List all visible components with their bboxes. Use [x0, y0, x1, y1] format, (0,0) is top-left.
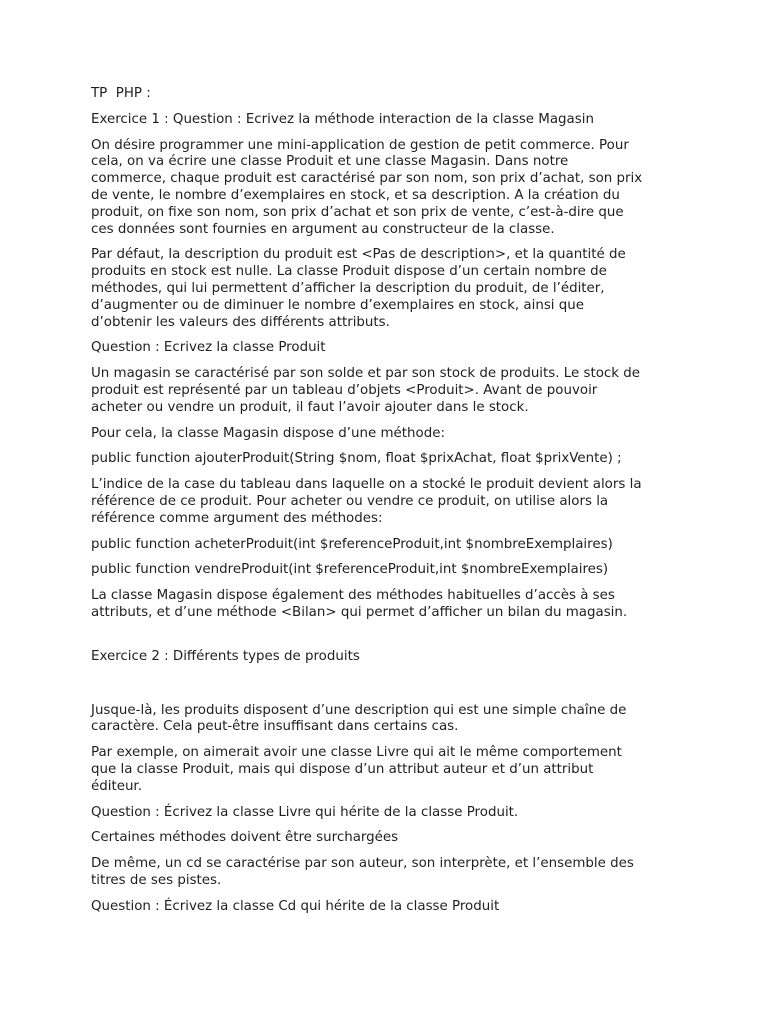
method-vendre-produit: public function vendreProduit(int $referenceProduit,int $nombreExemplaires): [91, 562, 609, 578]
method-ajouter-produit: public function ajouterProduit(String $nom, float $prixAchat, float $prixVente) ;: [91, 451, 622, 467]
question-livre: Question : Écrivez la classe Livre qui hérite de la classe Produit.: [91, 804, 519, 820]
index-reference-paragraph: L’indice de la case du tableau dans laquelle on a stocké le produit devient alors la référence de ce produit. Pour acheter ou vendre ce produit, on utilise alors la référence comme argument des méthodes:: [91, 477, 642, 526]
question-produit: Question : Ecrivez la classe Produit: [91, 340, 326, 356]
exercise-1-question: Exercice 1 : Question : Ecrivez la méthode interaction de la classe Magasin: [91, 111, 594, 127]
document-page: [91, 86, 681, 924]
overload-note: Certaines méthodes doivent être surchargées: [91, 830, 399, 846]
magasin-methods-paragraph: La classe Magasin dispose également des méthodes habituelles d’accès à ses attributs, et d’une méthode <Bilan> qui permet d’afficher un bilan du magasin.: [91, 588, 628, 620]
exercise-2-title: Exercice 2 : Différents types de produits: [91, 648, 360, 664]
method-intro: Pour cela, la classe Magasin dispose d’une méthode:: [91, 425, 445, 441]
livre-example-paragraph: Par exemple, on aimerait avoir une classe Livre qui ait le même comportement que la classe Produit, mais qui dispose d’un attribut auteur et d’un attribut éditeur.: [91, 745, 622, 794]
question-cd: Question : Écrivez la classe Cd qui hérite de la classe Produit: [91, 898, 500, 914]
method-acheter-produit: public function acheterProduit(int $referenceProduit,int $nombreExemplaires): [91, 536, 613, 552]
cd-paragraph: De même, un cd se caractérise par son auteur, son interprète, et l’ensemble des titres de ses pistes.: [91, 856, 634, 888]
magasin-paragraph: Un magasin se caractérisé par son solde et par son stock de produits. Le stock de produit est représenté par un tableau d’objets <Produit>. Avant de pouvoir acheter ou vendre un produit, il faut l’avoir ajouter dans le stock.: [91, 366, 641, 415]
default-description-paragraph: Par défaut, la description du produit est <Pas de description>, et la quantité de produits en stock est nulle. La classe Produit dispose d’un certain nombre de méthodes, qui lui permettent d’afficher la description du produit, de l’éditer, d’augmenter ou de diminuer le nombre d’exemplaires en stock, ainsi que d’obtenir les valeurs des différents attributs.: [91, 247, 626, 330]
document-title: TP PHP :: [91, 86, 151, 101]
description-limitation-paragraph: Jusque-là, les produits disposent d’une description qui est une simple chaîne de caractère. Cela peut-être insuffisant dans certains cas.: [91, 702, 627, 735]
intro-paragraph: On désire programmer une mini-application de gestion de petit commerce. Pour cela, on va écrire une classe Produit et une classe Magasin. Dans notre commerce, chaque produit est caractérisé par son nom, son prix d’achat, son prix de vente, le nombre d’exemplaires en stock, et sa description. A la création du produit, on fixe son nom, son prix d’achat et son prix de vente, c’est-à-dire que ces données sont fournies en argument au constructeur de la classe.: [91, 137, 643, 237]
